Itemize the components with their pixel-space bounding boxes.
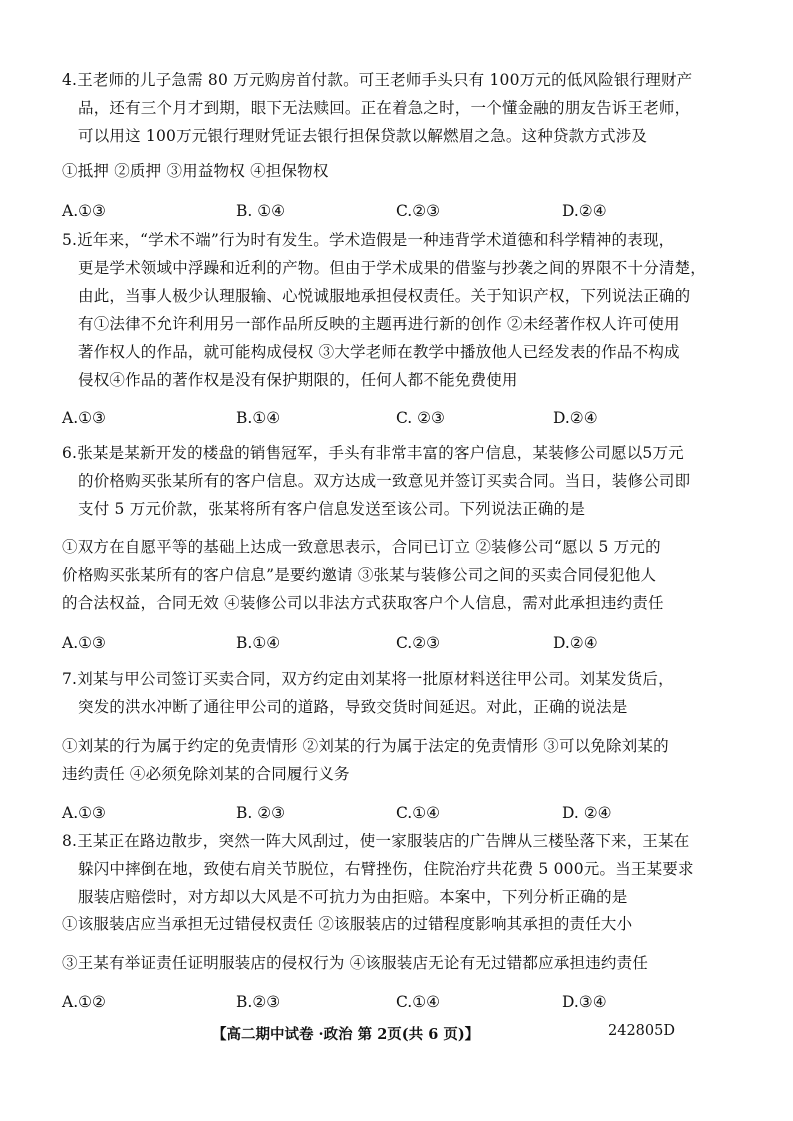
question-6-statement-3: 的合法权益，合同无效 ④装修公司以非法方式获取客户个人信息，需对此承担违约责任 (62, 594, 664, 612)
question-6-option-b: B.①④ (236, 634, 281, 652)
question-8-option-c: C.①④ (396, 993, 441, 1011)
question-8-line-1: 8.王某正在路边散步，突然一阵大风刮过，使一家服装店的广告牌从三楼坠落下来，王某在 (62, 832, 690, 850)
question-8-option-a: A.①② (62, 993, 106, 1011)
question-6-line-3: 支付 5 万元价款，张某将所有客户信息发送至该公司。下列说法正确的是 (78, 500, 586, 518)
page-footer-title: 【高二期中试卷 ·政治 第 2页(共 6 页)】 (212, 1026, 480, 1043)
question-4-line-3: 可以用这 100万元银行理财凭证去银行担保贷款以解燃眉之急。这种贷款方式涉及 (78, 127, 648, 145)
question-7-option-a: A.①③ (62, 804, 106, 822)
question-8-statement-1: ①该服装店应当承担无过错侵权责任 ②该服装店的过错程度影响其承担的责任大小 (62, 915, 633, 933)
question-5-option-b: B.①④ (236, 409, 281, 427)
question-7-line-1: 7.刘某与甲公司签订买卖合同，双方约定由刘某将一批原材料送往甲公司。刘某发货后， (62, 670, 674, 688)
question-5-line-2: 更是学术领域中浮躁和近利的产物。但由于学术成果的借鉴与抄袭之间的界限不十分清楚， (78, 259, 707, 277)
question-7-option-d: D. ②④ (562, 804, 612, 822)
question-6-line-1: 6.张某是某新开发的楼盘的销售冠军，手头有非常丰富的客户信息，某装修公司愿以5万元 (62, 444, 684, 462)
question-5-option-a: A.①③ (62, 409, 106, 427)
question-5-line-4: 有①法律不允许利用另一部作品所反映的主题再进行新的创作 ②未经著作权人许可使用 (78, 315, 680, 333)
question-8-option-d: D.③④ (562, 993, 607, 1011)
question-6-statement-1: ①双方在自愿平等的基础上达成一致意思表示，合同已订立 ②装修公司“愿以 5 万元的 (62, 538, 661, 556)
question-4-option-a: A.①③ (62, 202, 106, 220)
question-7-statement-2: 违约责任 ④必须免除刘某的合同履行义务 (62, 765, 350, 783)
question-4-line-2: 品，还有三个月才到期，眼下无法赎回。正在着急之时，一个懂金融的朋友告诉王老师， (78, 99, 691, 117)
question-4-line-1: 4.王老师的儿子急需 80 万元购房首付款。可王老师手头只有 100万元的低风险银行理财产 (62, 71, 693, 89)
question-6-option-a: A.①③ (62, 634, 106, 652)
question-6-option-c: C.②③ (396, 634, 441, 652)
question-8-line-2: 躲闪中摔倒在地，致使右肩关节脱位，右臂挫伤，住院治疗共花费 5 000元。当王某要求 (78, 860, 694, 878)
question-7-line-2: 突发的洪水冲断了通往甲公司的道路，导致交货时间延迟。对此，正确的说法是 (78, 698, 628, 716)
question-5-option-d: D.②④ (553, 409, 598, 427)
question-5-option-c: C. ②③ (396, 409, 445, 427)
paper-code: 242805D (608, 1023, 675, 1039)
question-7-option-b: B. ②③ (236, 804, 286, 822)
question-4-option-b: B. ①④ (236, 202, 286, 220)
question-5-line-1: 5.近年来，“学术不端”行为时有发生。学术造假是一种违背学术道德和科学精神的表现， (62, 231, 675, 249)
question-5-line-3: 由此，当事人极少认理服输、心悦诚服地承担侵权责任。关于知识产权，下列说法正确的 (78, 287, 691, 305)
question-4-statements: ①抵押 ②质押 ③用益物权 ④担保物权 (62, 162, 329, 180)
question-4-option-d: D.②④ (562, 202, 607, 220)
question-7-statement-1: ①刘某的行为属于约定的免责情形 ②刘某的行为属于法定的免责情形 ③可以免除刘某的 (62, 737, 669, 755)
question-6-statement-2: 价格购买张某所有的客户信息”是要约邀请 ③张某与装修公司之间的买卖合同侵犯他人 (62, 566, 657, 584)
question-5-line-6: 侵权④作品的著作权是没有保护期限的，任何人都不能免费使用 (78, 371, 518, 389)
question-7-option-c: C.①④ (396, 804, 441, 822)
question-4-option-c: C.②③ (396, 202, 441, 220)
question-8-option-b: B.②③ (236, 993, 281, 1011)
question-6-line-2: 的价格购买张某所有的客户信息。双方达成一致意见并签订买卖合同。当日，装修公司即 (78, 472, 691, 490)
question-8-statement-2: ③王某有举证责任证明服装店的侵权行为 ④该服装店无论有无过错都应承担违约责任 (62, 954, 649, 972)
question-6-option-d: D.②④ (553, 634, 598, 652)
question-5-line-5: 著作权人的作品，就可能构成侵权 ③大学老师在教学中播放他人已经发表的作品不构成 (78, 343, 680, 361)
question-8-line-3: 服装店赔偿时，对方却以大风是不可抗力为由拒赔。本案中，下列分析正确的是 (78, 888, 628, 906)
